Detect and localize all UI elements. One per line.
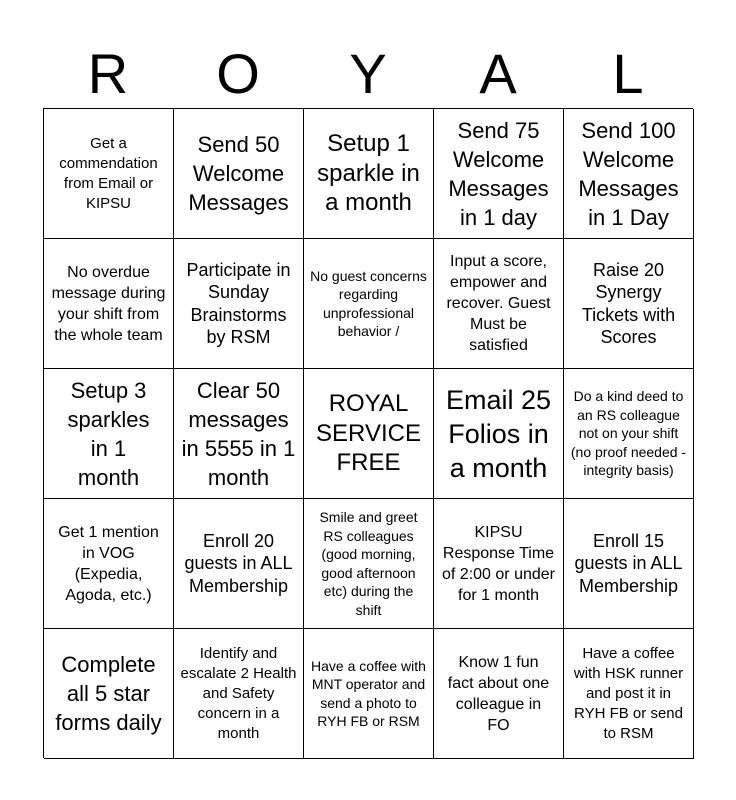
bingo-cell[interactable] <box>304 109 434 239</box>
cell-text: Enroll 20 guests in ALL Membership <box>184 530 293 596</box>
bingo-cell[interactable] <box>434 629 564 759</box>
cell-text: Do a kind deed to an RS colleague not on your shift (no proof needed - integrity basis) <box>570 388 687 479</box>
cell-text: Enroll 15 guests in ALL Membership <box>574 530 683 596</box>
bingo-cell[interactable] <box>304 239 434 369</box>
bingo-cell[interactable] <box>304 499 434 629</box>
cell-text: Get a commendation from Email or KIPSU <box>59 134 158 212</box>
bingo-cell[interactable] <box>44 109 174 239</box>
header-letter-a: A <box>479 42 517 105</box>
cell-text: No overdue message during your shift from the whole team <box>51 263 166 344</box>
cell-text: Send 75 Welcome Messages in 1 day <box>448 117 549 230</box>
cell-text: No guest concerns regarding unprofessional behavior / <box>310 267 427 339</box>
bingo-cell[interactable] <box>564 109 694 239</box>
cell-text: Send 100 Welcome Messages in 1 Day <box>578 117 679 230</box>
cell-text: Raise 20 Synergy Tickets with Scores <box>581 259 676 347</box>
bingo-cell[interactable] <box>174 629 304 759</box>
cell-text: Setup 1 sparkle in a month <box>317 130 420 217</box>
cell-text: Have a coffee with HSK runner and post it in RYH FB or send to RSM <box>573 644 684 742</box>
bingo-cell[interactable] <box>434 369 564 499</box>
cell-text: Smile and greet RS colleagues (good morning, good afternoon etc) during the shift <box>319 509 418 618</box>
bingo-cell[interactable] <box>434 109 564 239</box>
cell-text: Get 1 mention in VOG (Expedia, Agoda, etc.) <box>58 523 159 604</box>
cell-text: Identify and escalate 2 Health and Safety concern in a month <box>180 644 297 742</box>
header-letter-o: O <box>216 42 260 105</box>
cell-text: Clear 50 messages in 5555 in 1 month <box>181 377 296 490</box>
cell-text: Setup 3 sparkles in 1 month <box>67 377 150 490</box>
bingo-cell[interactable] <box>304 629 434 759</box>
cell-text: Know 1 fun fact about one colleague in FO <box>447 653 550 734</box>
cell-text: Input a score, empower and recover. Guest Must be satisfied <box>446 253 551 354</box>
bingo-cell[interactable] <box>174 109 304 239</box>
cell-text: Complete all 5 star forms daily <box>55 652 162 735</box>
bingo-cell[interactable] <box>564 369 694 499</box>
bingo-board <box>43 108 693 758</box>
bingo-cell[interactable] <box>434 499 564 629</box>
header-letter-y: Y <box>349 42 387 105</box>
cell-text: KIPSU Response Time of 2:00 or under for 1 month <box>442 523 555 604</box>
bingo-cell[interactable] <box>44 629 174 759</box>
bingo-header <box>43 40 693 108</box>
free-space-text: ROYAL SERVICE FREE <box>316 390 421 477</box>
bingo-cell <box>304 369 434 499</box>
cell-text: Email 25 Folios in a month <box>445 384 552 483</box>
bingo-cell[interactable] <box>174 369 304 499</box>
bingo-cell[interactable] <box>44 239 174 369</box>
bingo-cell[interactable] <box>564 499 694 629</box>
cell-text: Have a coffee with MNT operator and send a photo to RYH FB or RSM <box>311 657 426 729</box>
bingo-cell[interactable] <box>174 239 304 369</box>
bingo-cell[interactable] <box>174 499 304 629</box>
cell-text: Participate in Sunday Brainstorms by RSM <box>186 259 291 347</box>
header-letter-r: R <box>87 42 129 105</box>
bingo-cell[interactable] <box>564 239 694 369</box>
bingo-cell[interactable] <box>44 369 174 499</box>
header-letter-l: L <box>612 42 644 105</box>
cell-text: Send 50 Welcome Messages <box>188 132 289 215</box>
bingo-cell[interactable] <box>564 629 694 759</box>
bingo-cell[interactable] <box>44 499 174 629</box>
bingo-cell[interactable] <box>434 239 564 369</box>
